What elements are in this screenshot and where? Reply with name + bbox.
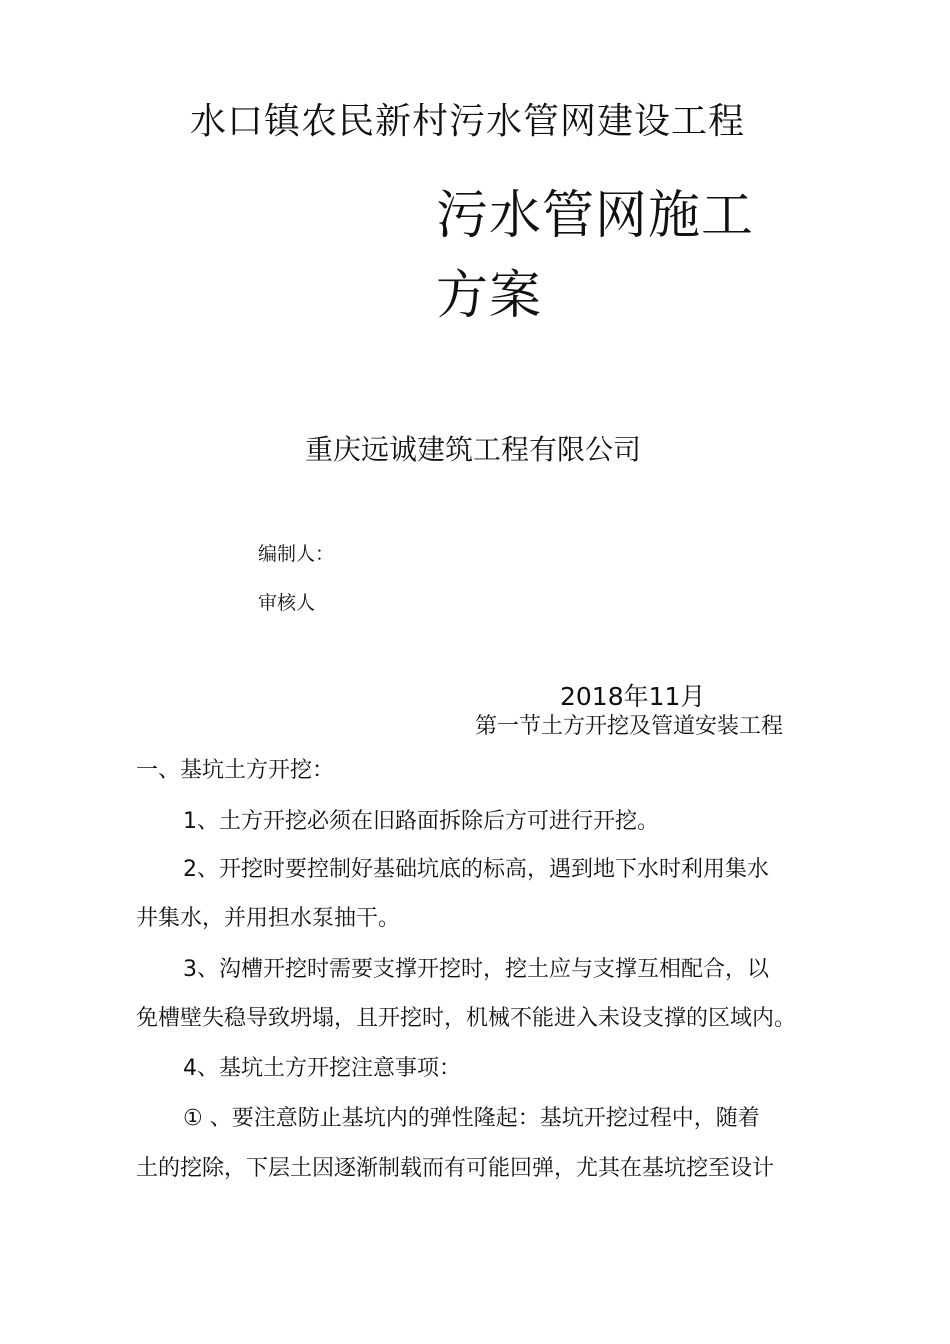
paragraph-line: 4、基坑土方开挖注意事项：: [183, 1056, 461, 1081]
paragraph-line: ① 、要注意防止基坑内的弹性隆起：基坑开挖过程中，随着: [183, 1106, 760, 1131]
document-date: 2018年11月: [560, 682, 706, 711]
reviewer-label: 审核人: [258, 592, 316, 614]
paragraph-line: 免槽壁失稳导致坍塌，且开挖时，机械不能进入未设支撑的区域内。: [136, 1006, 797, 1031]
paragraph-line: 井集水，并用担水泵抽干。: [136, 906, 401, 931]
company-name: 重庆远诚建筑工程有限公司: [305, 433, 642, 466]
paragraph-line: 1、土方开挖必须在旧路面拆除后方可进行开挖。: [183, 809, 659, 834]
paragraph-line: 2、开挖时要控制好基础坑底的标高，遇到地下水时利用集水: [183, 857, 769, 882]
document-title-line-2: 方案: [436, 266, 543, 326]
section-title: 第一节土方开挖及管道安装工程: [475, 714, 784, 739]
document-title-line-1: 污水管网施工: [436, 186, 755, 246]
compiler-label: 编制人：: [258, 543, 335, 565]
project-title: 水口镇农民新村污水管网建设工程: [190, 101, 746, 142]
section-heading: 一、基坑土方开挖：: [136, 758, 335, 783]
paragraph-line: 土的挖除，下层土因逐渐制载而有可能回弹，尤其在基坑挖至设计: [136, 1156, 775, 1181]
paragraph-line: 3、沟槽开挖时需要支撑开挖时，挖土应与支撑互相配合，以: [183, 957, 769, 982]
